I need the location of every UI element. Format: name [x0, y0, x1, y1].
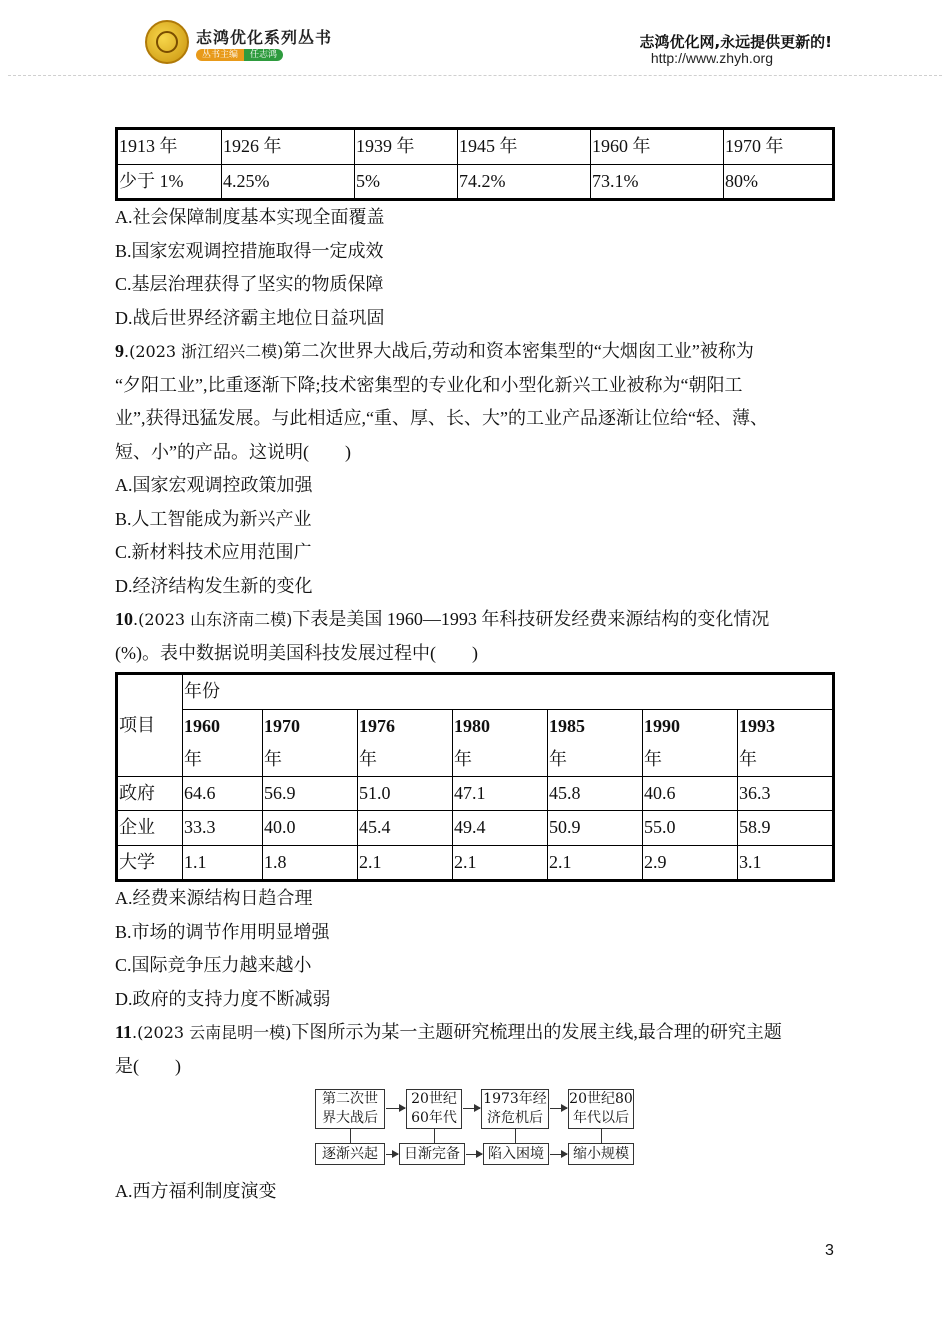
site-slogan: 志鸿优化网,永远提供更新的!	[639, 33, 832, 51]
table-cell: 73.1%	[591, 164, 724, 200]
connector-line	[601, 1129, 602, 1143]
q11-source: .(2023 云南昆明一模)	[132, 1023, 292, 1042]
table-cell: 1913 年	[117, 129, 222, 165]
table-cell: 1993 年	[738, 709, 834, 776]
site-url-link[interactable]: http://www.zhyh.org	[650, 50, 773, 66]
q9-text: 第二次世界大战后,劳动和资本密集型的“大烟囱工业”被称为	[283, 341, 754, 361]
q9-option-c: C.新材料技术应用范围广	[115, 542, 312, 562]
table-row	[117, 129, 834, 165]
arrow-icon	[550, 1154, 567, 1155]
table-cell: 49.4	[453, 811, 548, 846]
flow-box-2: 20世纪 60年代	[406, 1089, 462, 1129]
table-cell: 80%	[724, 164, 834, 200]
q10-option-c: C.国际竞争压力越来越小	[115, 955, 312, 975]
table-cell: 1970 年	[263, 709, 358, 776]
table-cell: 1926 年	[222, 129, 355, 165]
flow-result-2: 日渐完备	[399, 1143, 465, 1165]
q9-stem-line1	[115, 335, 835, 369]
arrow-icon	[466, 1154, 482, 1155]
table-cell: 少于 1%	[117, 164, 222, 200]
table-cell: 4.25%	[222, 164, 355, 200]
q9-stem-line2: “夕阳工业”,比重逐渐下降;技术密集型的专业化和小型化新兴工业被称为“朝阳工	[115, 374, 743, 395]
table-row	[117, 811, 834, 846]
logo-emblem-icon	[145, 20, 189, 64]
table-cell: 2.1	[453, 845, 548, 881]
table-cell: 2.1	[548, 845, 643, 881]
connector-line	[350, 1129, 351, 1143]
table-cell: 64.6	[183, 776, 263, 811]
page-header	[0, 0, 950, 84]
connector-line	[515, 1129, 516, 1143]
arrow-icon	[386, 1108, 405, 1109]
flow-result-4: 缩小规模	[568, 1143, 634, 1165]
q9-source: .(2023 浙江绍兴二模)	[124, 342, 284, 361]
q9-option-d: D.经济结构发生新的变化	[115, 575, 313, 596]
table-cell: 3.1	[738, 845, 834, 881]
table-cell: 1990 年	[643, 709, 738, 776]
table-row	[117, 164, 834, 200]
table-cell: 1.1	[183, 845, 263, 881]
table-cell: 33.3	[183, 811, 263, 846]
table-cell: 40.6	[643, 776, 738, 811]
connector-line	[434, 1129, 435, 1143]
editor-label: 丛书主编	[196, 49, 244, 61]
q8-option-b: B.国家宏观调控措施取得一定成效	[115, 240, 384, 261]
editor-badge	[196, 49, 283, 61]
q10-option-d: D.政府的支持力度不断减弱	[115, 988, 331, 1009]
table-row	[117, 845, 834, 881]
q10-stem-line2: (%)。表中数据说明美国科技发展过程中( )	[115, 642, 478, 663]
table-cell: 1970 年	[724, 129, 834, 165]
flow-box-4: 20世纪80 年代以后	[568, 1089, 634, 1129]
flow-result-1: 逐渐兴起	[315, 1143, 385, 1165]
table-cell: 50.9	[548, 811, 643, 846]
series-title: 志鸿优化系列丛书	[196, 28, 333, 47]
table-cell: 大学	[117, 845, 183, 881]
table-cell: 36.3	[738, 776, 834, 811]
table-cell: 项目	[117, 674, 183, 777]
q11-number: 11	[115, 1022, 133, 1042]
table-row	[117, 674, 834, 710]
table-cell: 1960 年	[183, 709, 263, 776]
q9-number: 9	[115, 341, 124, 361]
q10-number: 10	[115, 609, 133, 629]
table-cell: 1945 年	[458, 129, 591, 165]
q11-text: 下图所示为某一主题研究梳理出的发展主线,最合理的研究主题	[291, 1022, 782, 1042]
table-cell: 1980 年	[453, 709, 548, 776]
q10-source: .(2023 山东济南二模)	[133, 610, 293, 629]
table-cell: 51.0	[358, 776, 453, 811]
q8-option-d: D.战后世界经济霸主地位日益巩固	[115, 307, 385, 328]
table-cell: 45.4	[358, 811, 453, 846]
table-cell: 58.9	[738, 811, 834, 846]
q10-option-a: A.经费来源结构日趋合理	[115, 888, 313, 908]
table-cell: 企业	[117, 811, 183, 846]
flow-result-3: 陷入困境	[483, 1143, 549, 1165]
table-cell: 1960 年	[591, 129, 724, 165]
editor-name: 任志鸿	[244, 49, 283, 61]
page-number: 3	[825, 1242, 834, 1259]
table-cell: 55.0	[643, 811, 738, 846]
table-cell: 1976 年	[358, 709, 453, 776]
table-cell: 2.9	[643, 845, 738, 881]
table-cell: 年份	[183, 674, 834, 710]
arrow-icon	[386, 1154, 398, 1155]
q8-option-c: C.基层治理获得了坚实的物质保障	[115, 274, 384, 294]
arrow-icon	[550, 1108, 567, 1109]
table-cell: 1.8	[263, 845, 358, 881]
table-cell: 5%	[355, 164, 458, 200]
table-cell: 2.1	[358, 845, 453, 881]
flow-box-3: 1973年经 济危机后	[481, 1089, 549, 1129]
q10-text: 下表是美国 1960—1993 年科技研发经费来源结构的变化情况	[292, 609, 770, 629]
table-cell: 56.9	[263, 776, 358, 811]
table-cell: 政府	[117, 776, 183, 811]
table-row	[117, 776, 834, 811]
table-row	[117, 709, 834, 776]
arrow-icon	[463, 1108, 480, 1109]
q11-option-a: A.西方福利制度演变	[115, 1181, 277, 1201]
page-content	[115, 127, 835, 1209]
question8-table	[115, 127, 835, 201]
q11-stem-line2: 是( )	[115, 1055, 181, 1076]
table-cell: 47.1	[453, 776, 548, 811]
q10-option-b: B.市场的调节作用明显增强	[115, 921, 330, 942]
header-divider	[8, 75, 942, 76]
q10-stem-line1	[115, 603, 835, 637]
q11-stem-line1	[115, 1016, 835, 1050]
table-cell: 74.2%	[458, 164, 591, 200]
q9-stem-line4: 短、小”的产品。这说明( )	[115, 441, 351, 462]
q9-option-a: A.国家宏观调控政策加强	[115, 475, 313, 495]
q9-option-b: B.人工智能成为新兴产业	[115, 508, 312, 529]
table-cell: 1985 年	[548, 709, 643, 776]
table-cell: 45.8	[548, 776, 643, 811]
q11-flow-diagram	[115, 1089, 835, 1171]
q8-option-a: A.社会保障制度基本实现全面覆盖	[115, 207, 385, 227]
flow-box-1: 第二次世 界大战后	[315, 1089, 385, 1129]
q9-stem-line3: 业”,获得迅猛发展。与此相适应,“重、厚、长、大”的工业产品逐渐让位给“轻、薄、	[115, 408, 768, 428]
table-cell: 40.0	[263, 811, 358, 846]
table-cell: 1939 年	[355, 129, 458, 165]
question10-table	[115, 672, 835, 882]
